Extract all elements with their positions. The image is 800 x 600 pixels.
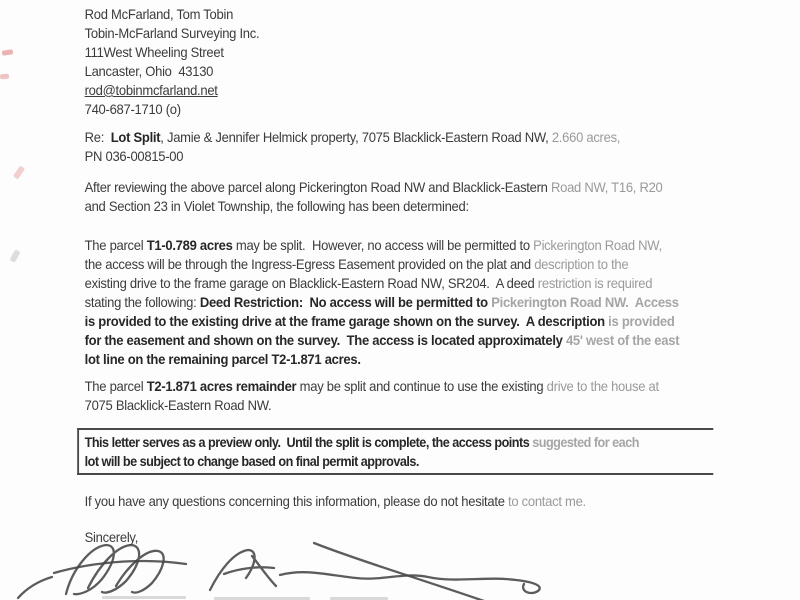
text-run: stating the following: bbox=[84, 294, 200, 310]
signature-stroke bbox=[18, 577, 52, 598]
text-run: lot will be subject to change based on final permit approvals. bbox=[84, 454, 419, 469]
text-run: and Section 23 in Violet Township, the following has been determined: bbox=[84, 198, 469, 214]
parcel-t1-paragraph bbox=[85, 236, 800, 369]
sender-header bbox=[85, 5, 800, 119]
text-run: 111West Wheeling Street bbox=[84, 44, 224, 60]
signature-stroke bbox=[66, 545, 164, 594]
text-run: T2-1.871 acres remainder bbox=[146, 378, 297, 394]
text-line bbox=[85, 293, 800, 312]
text-line bbox=[85, 5, 800, 24]
text-run: PN 036-00815-00 bbox=[84, 148, 184, 164]
text-line bbox=[85, 178, 800, 197]
text-run: suggested for each bbox=[532, 435, 639, 450]
cutoff-text-artifact bbox=[102, 596, 186, 599]
text-run: existing drive to the frame garage on Blacklick-Eastern Road NW, SR204. A deed bbox=[84, 275, 538, 291]
text-line bbox=[85, 350, 800, 369]
email-address: rod@tobinmcfarland.net bbox=[84, 82, 218, 98]
text-line bbox=[85, 147, 800, 166]
text-line bbox=[85, 433, 714, 452]
closing-paragraph bbox=[85, 492, 800, 511]
parcel-t2-paragraph bbox=[85, 377, 800, 415]
text-run: Lancaster, Ohio 43130 bbox=[84, 63, 214, 79]
text-run: is provided to the existing drive at the frame garage shown on the survey. A description bbox=[84, 313, 609, 329]
signature-stroke bbox=[210, 550, 276, 590]
preview-notice-box bbox=[77, 428, 713, 475]
text-run: Rod McFarland, Tom Tobin bbox=[84, 6, 234, 22]
text-line bbox=[85, 377, 800, 396]
text-line bbox=[85, 62, 800, 81]
text-line bbox=[85, 331, 800, 350]
text-line bbox=[85, 452, 714, 471]
text-run: The parcel bbox=[84, 237, 147, 253]
text-line bbox=[85, 492, 800, 511]
text-line bbox=[85, 396, 800, 415]
text-run: may be split and continue to use the existing bbox=[296, 378, 547, 394]
text-run: 7075 Blacklick-Eastern Road NW. bbox=[84, 397, 272, 413]
signature-stroke bbox=[314, 543, 484, 600]
letter-body bbox=[85, 5, 800, 547]
text-run: is provided bbox=[608, 313, 675, 329]
text-run: Re: bbox=[84, 129, 111, 145]
text-run: If you have any questions concerning this information, please do not hesitate bbox=[84, 493, 508, 509]
text-run: to contact me. bbox=[507, 493, 586, 509]
text-line bbox=[85, 255, 800, 274]
text-run: 45' west of the east bbox=[565, 332, 680, 348]
text-run: This letter serves as a preview only. Until the split is complete, the access points bbox=[84, 435, 533, 450]
text-run: may be split. However, no access will be permitted to bbox=[232, 237, 534, 253]
text-run: Tobin-McFarland Surveying Inc. bbox=[84, 25, 260, 41]
text-line bbox=[85, 197, 800, 216]
text-run: Road NW, T16, R20 bbox=[550, 179, 663, 195]
text-run: 740-687-1710 (o) bbox=[84, 101, 181, 117]
text-run: Pickerington Road NW, bbox=[533, 237, 662, 253]
text-run: the access will be through the Ingress-Egress Easement provided on the plat and bbox=[84, 256, 535, 272]
text-line bbox=[85, 128, 800, 147]
text-run: for the easement and shown on the survey. The access is located approximately bbox=[84, 332, 566, 348]
text-run: Deed Restriction: No access will be permitted to bbox=[199, 294, 492, 310]
text-run: The parcel bbox=[84, 378, 147, 394]
text-run: lot line on the remaining parcel T2-1.871 acres. bbox=[84, 351, 361, 367]
text-line bbox=[85, 236, 800, 255]
text-line bbox=[85, 24, 800, 43]
text-line bbox=[85, 100, 800, 119]
text-line bbox=[85, 274, 800, 293]
text-line bbox=[85, 81, 800, 100]
signature-handwritten bbox=[14, 537, 574, 600]
text-run: Sincerely, bbox=[84, 529, 139, 545]
text-run: After reviewing the above parcel along Pickerington Road NW and Blacklick-Eastern bbox=[84, 179, 551, 195]
text-run: Pickerington Road NW. Access bbox=[491, 294, 679, 310]
signature-stroke bbox=[54, 561, 186, 573]
text-run: description to the bbox=[534, 256, 629, 272]
text-run: Lot Split bbox=[110, 129, 161, 145]
re-subject-line bbox=[85, 128, 800, 166]
text-run: 2.660 acres, bbox=[551, 129, 621, 145]
text-run: , Jamie & Jennifer Helmick property, 7075 Blacklick-Eastern Road NW, bbox=[160, 129, 552, 145]
text-run: restriction is required bbox=[537, 275, 653, 291]
intro-paragraph bbox=[85, 178, 800, 216]
text-line bbox=[85, 312, 800, 331]
text-run: T1-0.789 acres bbox=[146, 237, 233, 253]
text-line bbox=[85, 43, 800, 62]
text-run: drive to the house at bbox=[546, 378, 659, 394]
